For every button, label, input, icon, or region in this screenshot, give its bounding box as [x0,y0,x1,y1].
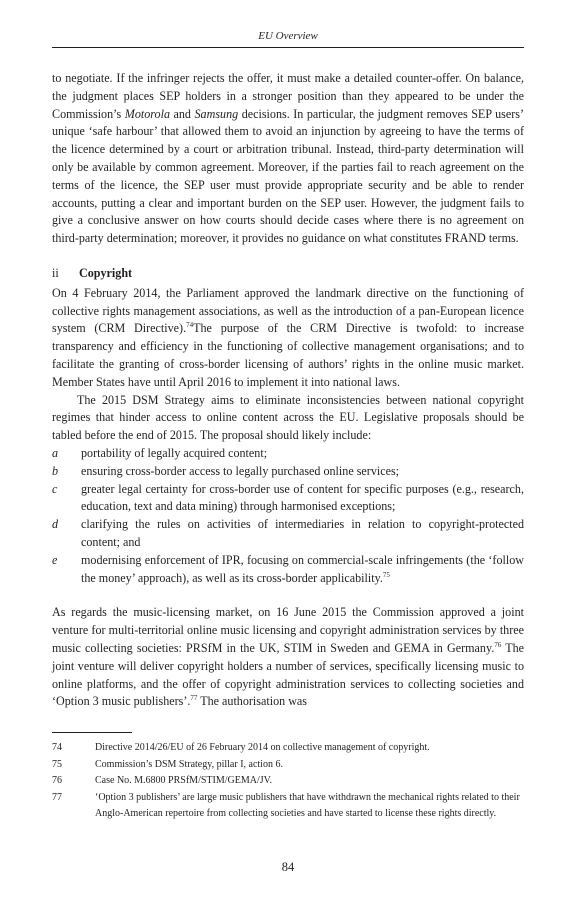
list-text: portability of legally acquired content; [81,445,268,460]
footnote-ref-74[interactable]: 74 [186,321,194,330]
list-label: c [52,481,58,496]
paragraph-music-licensing [52,604,524,711]
list-item [52,552,524,588]
footnote-ref-77[interactable]: 77 [190,694,198,703]
footnote [52,773,524,790]
list-text: ensuring cross-border access to legally purchased online services; [81,463,400,478]
text-span: to negotiate. If the infringer rejects the offer, it must make a detailed counter-offer. On balance, the judgment places SEP holders in a stronger position than they appeared to be under the Commission’s [52,71,524,121]
body-text [52,70,524,711]
footnote-number: 74 [52,742,62,753]
footnote [52,757,524,774]
text-span: On 4 February 2014, the Parliament approved the landmark directive on the functioning of collective rights management associations, as well as the introduction of a pan-European licence system (CRM Directive). [52,285,524,336]
list-text [81,552,524,588]
proposal-list [52,445,524,587]
paragraph-dsm-strategy: The 2015 DSM Strategy aims to eliminate inconsistencies between national copyright regimes that hinder access to online content across the EU. Legislative proposals should be tabled before the end of 2015. The proposal should likely include: [52,392,524,443]
list-item [52,481,524,517]
list-label: e [52,552,58,567]
list-label: b [52,463,59,478]
footnote-text: ‘Option 3 publishers’ are large music publishers that have withdrawn the mechanical rights related to their Anglo-American repertoire from collecting societies and have started to license these rights directly. [95,791,520,819]
section-heading [52,265,524,283]
footnote-number: 77 [52,791,62,803]
footnote-ref-76[interactable]: 76 [494,640,502,649]
text-span: modernising enforcement of IPR, focusing on commercial-scale infringements (the ‘follow the money’ approach), as well as its cross-border applicability. [81,552,524,585]
paragraph-crm-directive [52,285,524,392]
footnote [52,740,524,757]
text-span: The joint venture will deliver copyright holders a number of services, specifically licensing music to online platforms, and the offer of copyright administration services to collecting societies and ‘Option 3 music publishers’. [52,640,524,709]
case-name-motorola: Motorola [124,106,170,121]
list-item [52,445,524,463]
footnote-text: Case No. M.6800 PRSfM/STIM/GEMA/JV. [95,775,273,786]
list-label: a [52,445,59,460]
footnote-number: 75 [52,758,62,770]
list-text: clarifying the rules on activities of intermediaries in relation to copyright-protected content; and [81,517,524,549]
footnote-text: Commission’s DSM Strategy, pillar I, action 6. [95,758,283,770]
running-head: EU Overview [258,30,318,42]
section-number: ii [52,265,59,280]
list-label: d [52,517,59,532]
paragraph-sep-judgment [52,70,524,248]
page-number: 84 [281,860,295,874]
footnote-number: 76 [52,775,62,786]
list-item [52,516,524,552]
section-title: Copyright [79,265,133,280]
text-span: As regards the music-licensing market, on 16 June 2015 the Commission approved a joint venture for multi-territorial online music licensing and copyright administration services by three music collecting societies: PRSfM in the UK, STIM in Sweden and GEMA in Germany. [52,605,524,655]
footnotes [52,740,524,823]
header-rule [52,47,524,48]
case-name-samsung: Samsung [194,106,239,121]
text-span: and [170,106,195,121]
footnote-ref-75[interactable]: 75 [382,570,390,579]
list-item [52,463,524,481]
spacer [52,587,524,604]
footnote [52,790,524,823]
text-span: The authorisation was [197,694,308,709]
list-text: greater legal certainty for cross-border use of content for specific purposes (e.g., research, education, text and data mining) through harmonised exceptions; [81,481,524,514]
footnote-rule [52,732,132,733]
text-span: decisions. In particular, the judgment removes SEP users’ unique ‘safe harbour’ that allowed them to avoid an injunction by agreeing to have the terms of the licence determined by a court or arbitration tribunal. Instead, third-party determination will only be available by common agreement. Moreover, if the parties fail to reach agreement on the terms of the licence, the SEP user must provide appropriate security and be able to render accounts, putting a clear and important burden on the SEP user. However, the judgment fails to give a conclusive answer on how courts should decide cases where there is no agreement on third-party determination; moreover, it provides no guidance on what constitutes FRAND terms. [52,106,524,246]
text-span: The purpose of the CRM Directive is twofold: to increase transparency and efficiency in the functioning of collective management organisations; and to facilitate the granting of cross-border licensing of authors’ rights in the online music market. Member States have until April 2016 to implement it into national laws. [52,321,524,389]
footnote-text: Directive 2014/26/EU of 26 February 2014 on collective management of copyright. [95,742,430,753]
